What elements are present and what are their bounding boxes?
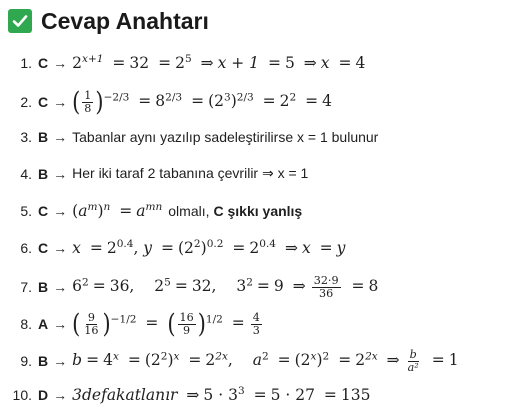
arrow-icon: → — [53, 353, 68, 370]
item-number: 2. — [20, 94, 32, 111]
answer-item-3 — [0, 129, 378, 145]
item-number: 10. — [12, 387, 32, 403]
arrow-icon: → — [53, 387, 68, 403]
answer-choice: B — [38, 129, 49, 145]
arrow-icon: → — [53, 129, 68, 145]
wrong-choice-note: C şıkkı yanlış — [213, 203, 303, 219]
item-number: 8. — [20, 316, 32, 333]
answer-item-5 — [0, 202, 302, 220]
check-mark-icon — [8, 9, 32, 33]
answer-item-1 — [0, 54, 365, 72]
item-number: 5. — [20, 203, 32, 219]
page-title: Cevap Anahtarı — [41, 7, 209, 34]
solution-math: ( $\frac{9}{16}$ )$^{-1/2}$ = ( $\frac{16}{9}$ )$^{1/2}$ = $\frac{4}{3}$ — [72, 308, 260, 339]
item-number: 1. — [20, 55, 32, 71]
answer-item-2 — [0, 86, 333, 117]
solution-math: $2^{x+1} = 32 = 2^5$ ⇒ x + 1 = 5 ⇒ x = 4 — [72, 53, 366, 72]
item-number: 7. — [20, 279, 32, 296]
solution-math: $6^2 = 36$, $2^5 = 32$, $3^2 = 9$ ⇒ $\frac{32\cdot 9}{36}$ = 8 — [72, 274, 379, 300]
answer-key-header — [8, 6, 209, 36]
item-number: 3. — [20, 129, 32, 145]
item-number: 9. — [20, 353, 32, 370]
arrow-icon: → — [53, 240, 68, 256]
answer-item-4 — [0, 165, 308, 182]
answer-choice: B — [38, 165, 49, 182]
solution-math: $x = 2^{0.4}$, $y = (2^2)^{0.2} = 2^{0.4}$ ⇒ x = y — [72, 238, 346, 257]
answer-choice: C — [38, 94, 49, 111]
solution-text: Her iki taraf 2 tabanına çevrilir ⇒ x = 1 — [72, 165, 309, 181]
solution-math: $b = 4^x = (2^2)^x = 2^{2x}$, $a^2 = (2^x)^2 = 2^{2x}$ ⇒ $\frac{b}{\text{a²}}$ = 1 — [72, 348, 459, 374]
item-number: 4. — [20, 165, 32, 182]
arrow-icon: → — [53, 165, 68, 182]
answer-choice: C — [38, 55, 49, 71]
solution-text: olmalı, — [168, 203, 210, 219]
answer-item-10 — [0, 386, 370, 404]
answer-choice: B — [38, 353, 49, 370]
answer-choice: A — [38, 316, 49, 333]
arrow-icon: → — [53, 55, 68, 71]
answer-choice: D — [38, 387, 49, 403]
answer-item-8 — [0, 308, 264, 339]
answer-choice: C — [38, 203, 49, 219]
arrow-icon: → — [53, 279, 68, 296]
arrow-icon: → — [53, 203, 68, 219]
solution-text: Tabanlar aynı yazılıp sadeleştirilirse x = 1 bulunur — [72, 129, 379, 145]
solution-math: ( $\frac{1}{8}$ )$^{-2/3} = 8^{2/3} = (2^3)^{2/3} = 2^2 = 4$ — [72, 86, 333, 117]
answer-choice: C — [38, 240, 49, 256]
solution-math: $(a^m)^n = a^{mn}$ — [72, 201, 163, 220]
solution-math: 3defakatlanır ⇒ $5 \cdot 3^3 = 5 \cdot 27 = 135$ — [72, 385, 371, 404]
arrow-icon: → — [53, 94, 68, 111]
arrow-icon: → — [53, 316, 68, 333]
item-number: 6. — [20, 240, 32, 256]
answer-item-6 — [0, 239, 345, 257]
answer-item-9 — [0, 349, 459, 373]
answer-item-7 — [0, 275, 378, 299]
answer-choice: B — [38, 279, 49, 296]
